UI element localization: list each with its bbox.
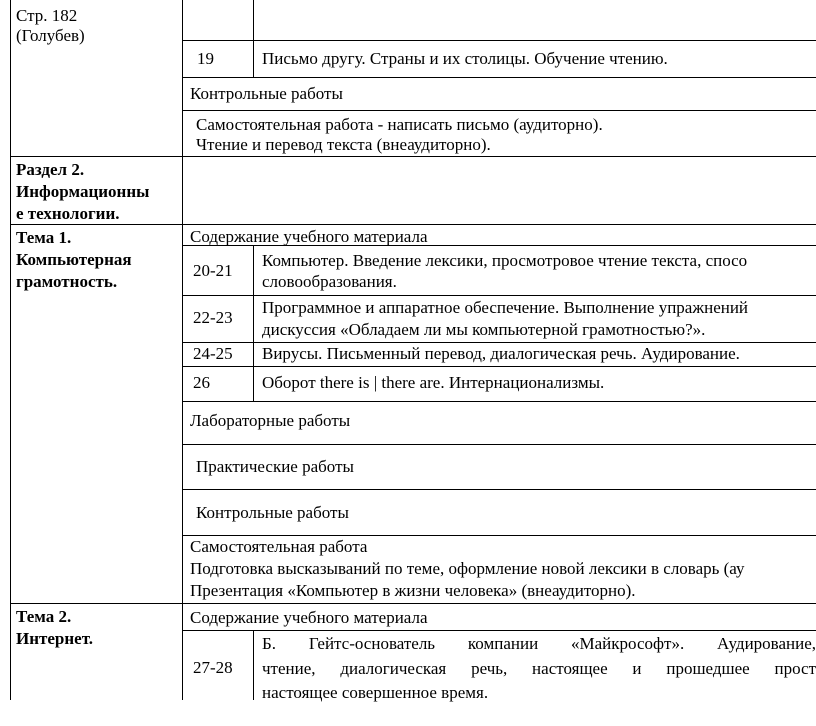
independent-work-label: Самостоятельная работа xyxy=(190,537,368,556)
lesson-text: Компьютер. Введение лексики, просмотровое чтение текста, спосо xyxy=(262,251,748,270)
row-divider xyxy=(10,156,816,157)
control-works-label: Контрольные работы xyxy=(190,84,343,103)
lesson-text: Б. Гейтс-основатель компании «Майкрософт». Аудирование, xyxy=(262,634,816,653)
author-reference: (Голубев) xyxy=(16,26,85,45)
topic-title: Интернет. xyxy=(16,629,94,648)
lesson-number: 27-28 xyxy=(193,658,233,677)
lesson-text: Письмо другу. Страны и их столицы. Обучение чтению. xyxy=(262,49,668,68)
independent-work-text: Презентация «Компьютер в жизни человека» (внеаудиторно). xyxy=(190,581,636,600)
independent-work-text: Самостоятельная работа - написать письмо (аудиторно). xyxy=(196,115,603,134)
lab-works-label: Лабораторные работы xyxy=(190,411,351,430)
column-divider-1 xyxy=(182,0,183,700)
lesson-text: чтение, диалогическая речь, настоящее и прошедшее прост xyxy=(262,659,816,678)
lesson-text: Программное и аппаратное обеспечение. Выполнение упражнений xyxy=(262,298,749,317)
lesson-number: 19 xyxy=(197,49,214,68)
lesson-number: 22-23 xyxy=(193,308,233,327)
column-divider-num xyxy=(253,0,254,77)
row-divider xyxy=(182,366,816,367)
practical-works-label: Практические работы xyxy=(196,457,354,476)
row-divider xyxy=(182,342,816,343)
independent-work-text: Подготовка высказываний по теме, оформление новой лексики в словарь (ау xyxy=(190,559,745,578)
column-divider-num xyxy=(253,630,254,700)
row-divider xyxy=(182,77,816,78)
lesson-number: 26 xyxy=(193,373,210,392)
topic-title: грамотность. xyxy=(16,272,118,291)
section-title: Информационны xyxy=(16,182,150,201)
row-divider xyxy=(10,224,816,225)
row-divider xyxy=(182,295,816,296)
table-left-border xyxy=(10,0,11,700)
lesson-number: 24-25 xyxy=(193,344,233,363)
lesson-text: Оборот there is | there are. Интернационализмы. xyxy=(262,373,605,392)
lesson-number: 20-21 xyxy=(193,261,233,280)
section-title: е технологии. xyxy=(16,204,120,223)
content-header: Содержание учебного материала xyxy=(190,608,428,627)
lesson-text: настоящее совершенное время. xyxy=(262,683,489,702)
row-divider xyxy=(182,489,816,490)
row-divider xyxy=(182,401,816,402)
section-title: Раздел 2. xyxy=(16,160,85,179)
topic-title: Тема 1. xyxy=(16,228,72,247)
page-reference: Стр. 182 xyxy=(16,6,78,25)
lesson-text: Вирусы. Письменный перевод, диалогическая речь. Аудирование. xyxy=(262,344,740,363)
lesson-text: дискуссия «Обладаем ли мы компьютерной грамотностью?». xyxy=(262,320,706,339)
row-divider xyxy=(182,535,816,536)
content-header: Содержание учебного материала xyxy=(190,227,428,246)
row-divider xyxy=(182,630,816,631)
lesson-text: словообразования. xyxy=(262,272,397,291)
row-divider xyxy=(182,40,816,41)
topic-title: Тема 2. xyxy=(16,607,72,626)
row-divider xyxy=(10,603,816,604)
row-divider xyxy=(182,444,816,445)
topic-title: Компьютерная xyxy=(16,250,132,269)
independent-work-text: Чтение и перевод текста (внеаудиторно). xyxy=(196,135,491,154)
control-works-label: Контрольные работы xyxy=(196,503,349,522)
row-divider xyxy=(182,110,816,111)
column-divider-num xyxy=(253,245,254,401)
